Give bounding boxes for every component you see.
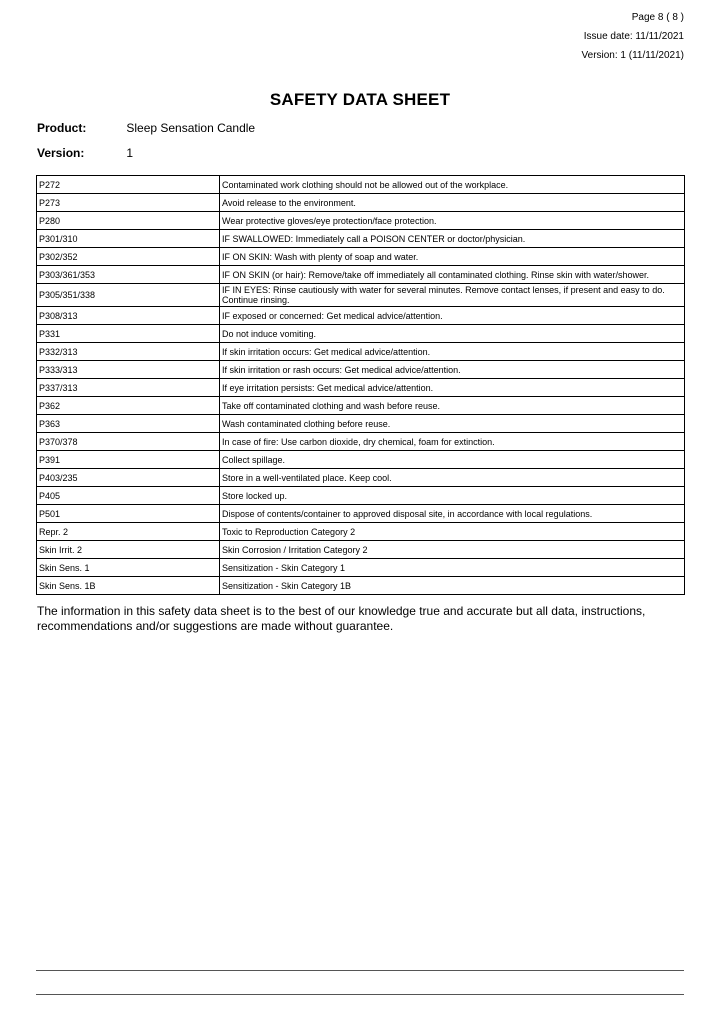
table-row xyxy=(37,266,685,284)
phrase-code: P332/313 xyxy=(37,343,220,361)
phrases-table xyxy=(36,175,685,595)
footer-divider xyxy=(36,994,684,995)
document-title: SAFETY DATA SHEET xyxy=(269,90,451,109)
product-row xyxy=(37,121,255,135)
phrase-text: Take off contaminated clothing and wash before reuse. xyxy=(220,397,685,415)
phrase-text: Dispose of contents/container to approved disposal site, in accordance with local regulations. xyxy=(220,505,685,523)
table-row xyxy=(37,284,685,307)
table-row xyxy=(37,248,685,266)
phrase-code: Skin Sens. 1B xyxy=(37,577,220,595)
phrase-text: Sensitization - Skin Category 1 xyxy=(220,559,685,577)
phrase-code: Repr. 2 xyxy=(37,523,220,541)
phrase-text: Skin Corrosion / Irritation Category 2 xyxy=(220,541,685,559)
phrase-code: P403/235 xyxy=(37,469,220,487)
table-row xyxy=(37,505,685,523)
phrase-code: P337/313 xyxy=(37,379,220,397)
table-row xyxy=(37,343,685,361)
phrase-text: Store locked up. xyxy=(220,487,685,505)
product-label: Product: xyxy=(37,121,87,135)
table-row xyxy=(37,230,685,248)
version-value: 1 xyxy=(126,146,134,160)
table-row xyxy=(37,212,685,230)
table-row xyxy=(37,325,685,343)
phrase-code: P333/313 xyxy=(37,361,220,379)
phrase-text: If eye irritation persists: Get medical advice/attention. xyxy=(220,379,685,397)
phrase-text: If skin irritation or rash occurs: Get medical advice/attention. xyxy=(220,361,685,379)
phrase-text: Contaminated work clothing should not be allowed out of the workplace. xyxy=(220,176,685,194)
phrase-code: P363 xyxy=(37,415,220,433)
disclaimer-text: The information in this safety data sheet is to the best of our knowledge true and accurate but all data, instructions, recommendations and/or suggestions are made without guarantee. xyxy=(37,604,646,633)
page-header xyxy=(582,8,684,65)
phrase-code: Skin Sens. 1 xyxy=(37,559,220,577)
version-row xyxy=(37,146,133,160)
phrase-text: Toxic to Reproduction Category 2 xyxy=(220,523,685,541)
phrase-text: IF SWALLOWED: Immediately call a POISON CENTER or doctor/physician. xyxy=(220,230,685,248)
phrase-code: P370/378 xyxy=(37,433,220,451)
phrase-code: P280 xyxy=(37,212,220,230)
table-row xyxy=(37,577,685,595)
phrase-code: P273 xyxy=(37,194,220,212)
table-row xyxy=(37,176,685,194)
phrase-text: IF IN EYES: Rinse cautiously with water for several minutes. Remove contact lenses, if present and easy to do. Continue rinsing. xyxy=(220,284,685,307)
phrase-code: P305/351/338 xyxy=(37,284,220,307)
phrase-code: P331 xyxy=(37,325,220,343)
footer-divider xyxy=(36,970,684,971)
phrase-text: IF ON SKIN: Wash with plenty of soap and water. xyxy=(220,248,685,266)
phrase-text: Avoid release to the environment. xyxy=(220,194,685,212)
issue-date: Issue date: 11/11/2021 xyxy=(583,31,684,42)
table-row xyxy=(37,361,685,379)
phrase-text: IF ON SKIN (or hair): Remove/take off immediately all contaminated clothing. Rinse skin with water/shower. xyxy=(220,266,685,284)
product-value: Sleep Sensation Candle xyxy=(126,121,256,135)
table-row xyxy=(37,469,685,487)
table-row xyxy=(37,379,685,397)
phrase-code: P405 xyxy=(37,487,220,505)
table-row xyxy=(37,397,685,415)
phrase-text: Store in a well-ventilated place. Keep cool. xyxy=(220,469,685,487)
table-row xyxy=(37,433,685,451)
phrase-code: P302/352 xyxy=(37,248,220,266)
table-row xyxy=(37,307,685,325)
phrase-code: P501 xyxy=(37,505,220,523)
phrase-text: Wear protective gloves/eye protection/face protection. xyxy=(220,212,685,230)
phrase-text: In case of fire: Use carbon dioxide, dry chemical, foam for extinction. xyxy=(220,433,685,451)
page-number: Page 8 ( 8 ) xyxy=(631,12,684,23)
phrase-text: Wash contaminated clothing before reuse. xyxy=(220,415,685,433)
phrase-text: Collect spillage. xyxy=(220,451,685,469)
phrase-code: P391 xyxy=(37,451,220,469)
phrase-text: IF exposed or concerned: Get medical advice/attention. xyxy=(220,307,685,325)
phrases-table-body xyxy=(37,176,685,595)
phrase-text: Sensitization - Skin Category 1B xyxy=(220,577,685,595)
phrase-code: P308/313 xyxy=(37,307,220,325)
table-row xyxy=(37,523,685,541)
phrase-text: If skin irritation occurs: Get medical advice/attention. xyxy=(220,343,685,361)
phrase-code: P303/361/353 xyxy=(37,266,220,284)
version-info: Version: 1 (11/11/2021) xyxy=(581,50,684,61)
table-row xyxy=(37,451,685,469)
phrase-code: P362 xyxy=(37,397,220,415)
table-row xyxy=(37,194,685,212)
phrase-code: P301/310 xyxy=(37,230,220,248)
phrase-code: Skin Irrit. 2 xyxy=(37,541,220,559)
table-row xyxy=(37,415,685,433)
table-row xyxy=(37,559,685,577)
phrase-text: Do not induce vomiting. xyxy=(220,325,685,343)
version-label: Version: xyxy=(37,146,85,160)
table-row xyxy=(37,541,685,559)
phrase-code: P272 xyxy=(37,176,220,194)
table-row xyxy=(37,487,685,505)
